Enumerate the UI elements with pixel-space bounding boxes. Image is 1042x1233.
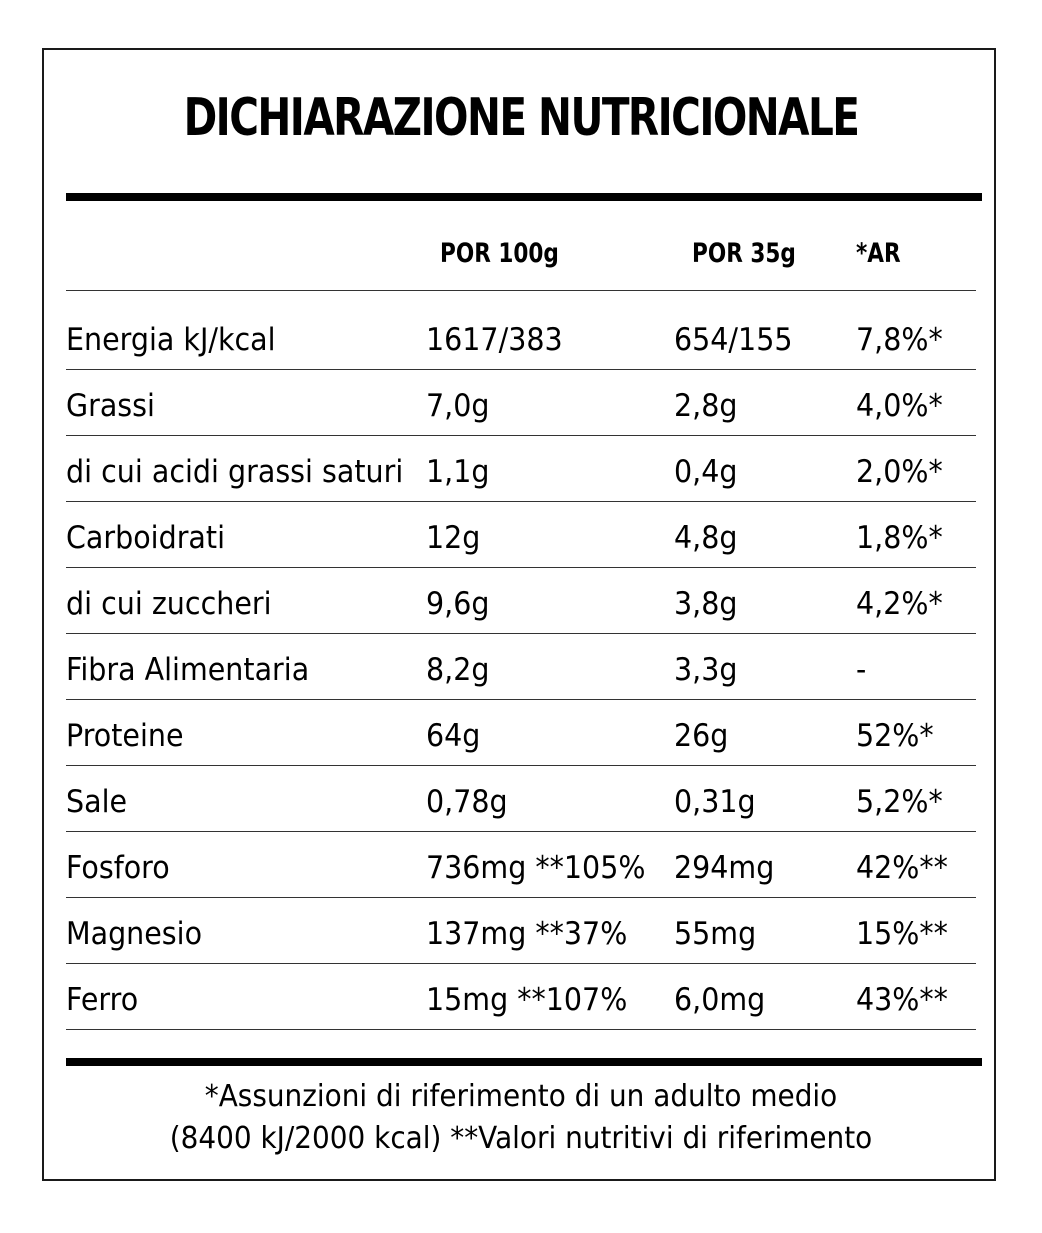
table-row (0, 718, 1042, 784)
value-per-35g: 0,31g (674, 784, 756, 820)
value-ar: 42%** (856, 850, 948, 886)
value-ar: - (856, 652, 867, 688)
value-per-100g: 0,78g (426, 784, 508, 820)
header-ar: *AR (856, 238, 901, 269)
value-per-100g: 137mg **37% (426, 916, 628, 952)
row-divider (66, 567, 976, 568)
row-divider (66, 633, 976, 634)
header-per-100g: POR 100g (440, 238, 559, 269)
value-per-100g: 12g (426, 520, 481, 556)
value-per-100g: 736mg **105% (426, 850, 646, 886)
value-per-100g: 9,6g (426, 586, 490, 622)
value-per-35g: 26g (674, 718, 729, 754)
table-row (0, 322, 1042, 388)
value-per-35g: 3,3g (674, 652, 738, 688)
row-divider (66, 831, 976, 832)
nutrient-name: di cui zuccheri (66, 586, 272, 622)
top-thick-rule (66, 193, 982, 201)
nutrient-name: Proteine (66, 718, 184, 754)
nutrient-name: Ferro (66, 982, 139, 1018)
table-row (0, 586, 1042, 652)
value-per-100g: 1617/383 (426, 322, 563, 358)
nutrient-name: Sale (66, 784, 128, 820)
table-row (0, 388, 1042, 454)
value-ar: 7,8%* (856, 322, 943, 358)
nutrient-name: Carboidrati (66, 520, 226, 556)
header-divider (66, 290, 976, 291)
value-per-100g: 7,0g (426, 388, 490, 424)
table-row (0, 652, 1042, 718)
nutrient-name: Fibra Alimentaria (66, 652, 310, 688)
nutrient-name: Grassi (66, 388, 155, 424)
value-per-35g: 4,8g (674, 520, 738, 556)
value-per-100g: 15mg **107% (426, 982, 628, 1018)
table-row (0, 454, 1042, 520)
footnote (0, 1076, 1042, 1160)
footnote-line-2: (8400 kJ/2000 kcal) **Valori nutritivi di riferimento (169, 1121, 873, 1156)
value-ar: 43%** (856, 982, 948, 1018)
row-divider (66, 501, 976, 502)
bottom-thick-rule (66, 1058, 982, 1066)
value-per-35g: 0,4g (674, 454, 738, 490)
value-ar: 15%** (856, 916, 948, 952)
nutrient-name: di cui acidi grassi saturi (66, 454, 404, 490)
nutrient-name: Magnesio (66, 916, 203, 952)
value-per-100g: 1,1g (426, 454, 490, 490)
row-divider (66, 765, 976, 766)
value-per-35g: 654/155 (674, 322, 793, 358)
row-divider (66, 1029, 976, 1030)
footnote-line-1: *Assunzioni di riferimento di un adulto medio (204, 1079, 838, 1114)
page-title: DICHIARAZIONE NUTRICIONALE (183, 88, 859, 148)
value-ar: 52%* (856, 718, 934, 754)
row-divider (66, 435, 976, 436)
table-row (0, 916, 1042, 982)
row-divider (66, 963, 976, 964)
row-divider (66, 699, 976, 700)
nutrient-name: Fosforo (66, 850, 170, 886)
value-ar: 2,0%* (856, 454, 943, 490)
value-per-35g: 6,0mg (674, 982, 766, 1018)
value-ar: 1,8%* (856, 520, 943, 556)
value-ar: 4,2%* (856, 586, 943, 622)
nutrient-name: Energia kJ/kcal (66, 322, 276, 358)
row-divider (66, 897, 976, 898)
value-per-100g: 8,2g (426, 652, 490, 688)
value-ar: 5,2%* (856, 784, 943, 820)
value-per-35g: 2,8g (674, 388, 738, 424)
table-row (0, 850, 1042, 916)
table-row (0, 784, 1042, 850)
value-per-35g: 3,8g (674, 586, 738, 622)
value-per-35g: 55mg (674, 916, 757, 952)
header-per-35g: POR 35g (692, 238, 796, 269)
table-row (0, 982, 1042, 1048)
table-row (0, 520, 1042, 586)
value-per-100g: 64g (426, 718, 481, 754)
value-ar: 4,0%* (856, 388, 943, 424)
value-per-35g: 294mg (674, 850, 775, 886)
row-divider (66, 369, 976, 370)
